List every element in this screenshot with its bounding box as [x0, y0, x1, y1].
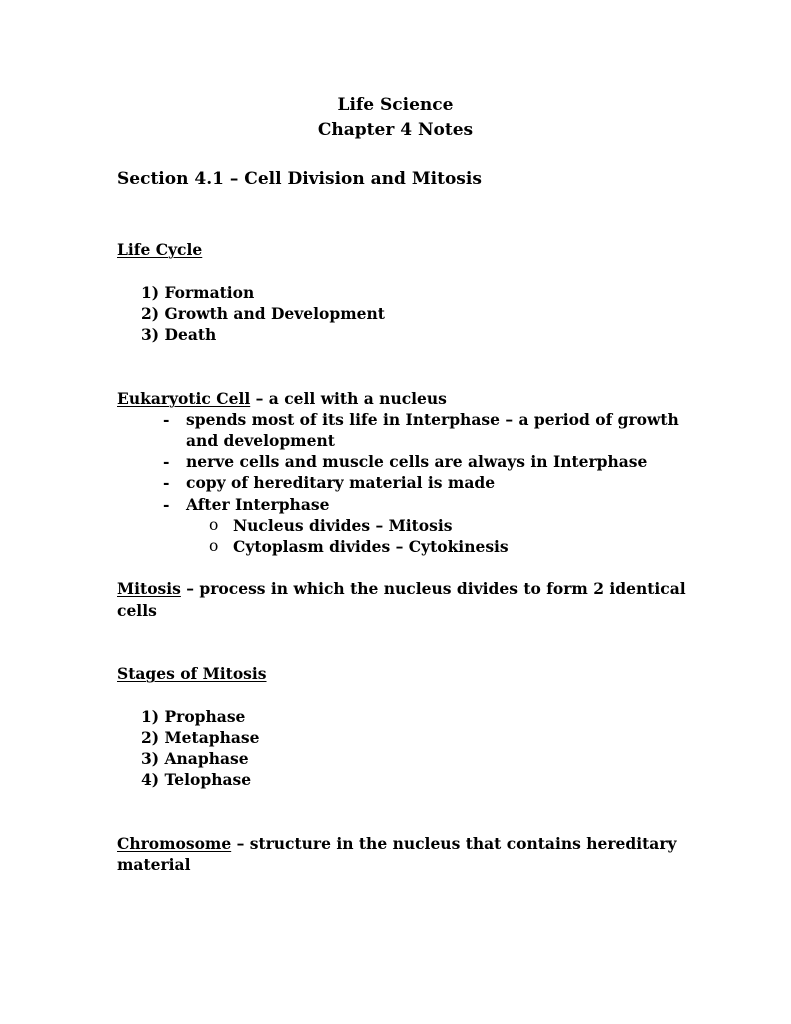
- sub-bullet-marker: o: [209, 516, 219, 534]
- bullet-text: After Interphase: [186, 495, 330, 514]
- chromosome-definition-text: – structure in the nucleus that contains hereditary: [231, 834, 677, 853]
- life-cycle-heading: Life Cycle: [117, 240, 203, 259]
- life-cycle-item: 1) Formation: [141, 283, 255, 302]
- bullet-marker: -: [163, 410, 170, 429]
- stage-item: 1) Prophase: [141, 707, 246, 726]
- life-cycle-item: 3) Death: [141, 325, 217, 344]
- mitosis-definition-text: – process in which the nucleus divides to form 2 identical: [180, 579, 686, 598]
- eukaryotic-term: Eukaryotic Cell: [117, 389, 251, 408]
- chromosome-definition: [117, 833, 677, 854]
- stage-item: 3) Anaphase: [141, 749, 249, 768]
- sub-bullet-marker: o: [209, 537, 219, 555]
- chromosome-continuation: material: [117, 855, 191, 874]
- chapter-title: Chapter 4 Notes: [317, 120, 474, 140]
- eukaryotic-definition: [117, 388, 447, 409]
- life-cycle-item: 2) Growth and Development: [141, 304, 385, 323]
- mitosis-definition: [117, 578, 686, 599]
- bullet-text: spends most of its life in Interphase – a period of growth: [186, 410, 679, 429]
- section-heading: Section 4.1 – Cell Division and Mitosis: [117, 169, 482, 189]
- sub-bullet-text: Nucleus divides – Mitosis: [233, 516, 453, 535]
- bullet-marker: -: [163, 495, 170, 514]
- bullet-text-continuation: and development: [186, 431, 335, 450]
- stage-item: 4) Telophase: [141, 770, 252, 789]
- mitosis-term: Mitosis: [117, 579, 181, 598]
- chromosome-term: Chromosome: [117, 834, 232, 853]
- sub-bullet-text: Cytoplasm divides – Cytokinesis: [233, 537, 509, 556]
- stage-item: 2) Metaphase: [141, 728, 260, 747]
- bullet-marker: -: [163, 473, 170, 492]
- bullet-marker: -: [163, 452, 170, 471]
- stages-heading: Stages of Mitosis: [117, 664, 267, 683]
- bullet-text: copy of hereditary material is made: [186, 473, 496, 492]
- mitosis-continuation: cells: [117, 601, 157, 620]
- bullet-text: nerve cells and muscle cells are always in Interphase: [186, 452, 648, 471]
- eukaryotic-definition-text: – a cell with a nucleus: [250, 389, 447, 408]
- course-title: Life Science: [337, 95, 454, 115]
